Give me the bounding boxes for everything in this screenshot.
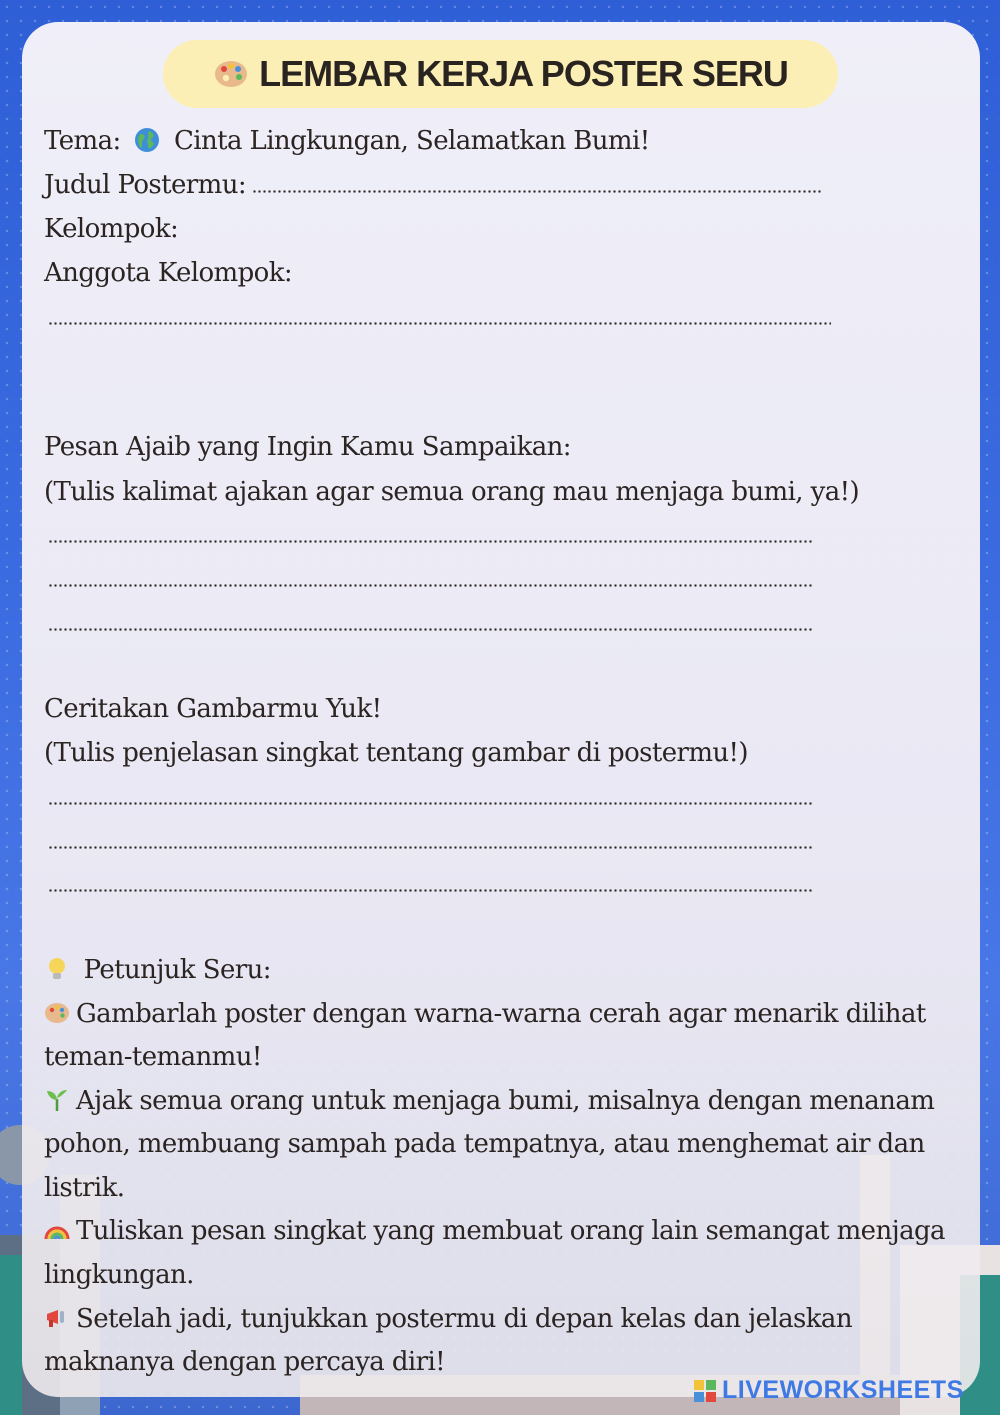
gambar-answer-line-2[interactable]	[48, 846, 812, 849]
petunjuk-item-2-line-1: Ajak semua orang untuk menjaga bumi, misalnya dengan menanam	[76, 1086, 935, 1116]
globe-icon	[134, 127, 160, 153]
petunjuk-item-4-line-2: maknanya dengan percaya diri!	[44, 1347, 446, 1377]
pesan-answer-line-3[interactable]	[48, 628, 812, 631]
pesan-heading: Pesan Ajaib yang Ingin Kamu Sampaikan:	[44, 432, 571, 462]
palette-icon	[213, 56, 249, 92]
petunjuk-item-1	[44, 999, 926, 1029]
liveworksheets-watermark	[694, 1376, 964, 1405]
anggota-label: Anggota Kelompok:	[44, 258, 293, 288]
petunjuk-item-3-line-1: Tuliskan pesan singkat yang membuat orang lain semangat menjaga	[76, 1216, 945, 1246]
petunjuk-item-1-line-1: Gambarlah poster dengan warna-warna cerah agar menarik dilihat	[76, 999, 926, 1029]
page-title: LEMBAR KERJA POSTER SERU	[259, 53, 788, 94]
petunjuk-heading: Petunjuk Seru:	[83, 955, 271, 985]
petunjuk-item-3-line-2: lingkungan.	[44, 1260, 194, 1290]
lightbulb-icon	[44, 956, 70, 982]
petunjuk-item-2-line-3: listrik.	[44, 1173, 125, 1203]
tema-label: Tema:	[44, 126, 121, 156]
judul-answer-line[interactable]	[252, 190, 822, 193]
watermark-text: LIVEWORKSHEETS	[722, 1376, 964, 1404]
gambar-answer-line-3[interactable]	[48, 889, 812, 892]
gambar-heading: Ceritakan Gambarmu Yuk!	[44, 694, 382, 724]
kelompok-label: Kelompok:	[44, 214, 179, 244]
petunjuk-item-1-line-2: teman-temanmu!	[44, 1042, 262, 1072]
petunjuk-heading-line	[44, 955, 271, 985]
tema-value: Cinta Lingkungan, Selamatkan Bumi!	[173, 126, 650, 156]
title-banner	[163, 40, 838, 108]
liveworksheets-logo-icon	[694, 1380, 716, 1402]
judul-label: Judul Postermu:	[44, 170, 246, 200]
gambar-answer-line-1[interactable]	[48, 802, 812, 805]
rainbow-icon	[44, 1217, 70, 1243]
sprout-icon	[44, 1087, 70, 1113]
pesan-answer-line-2[interactable]	[48, 584, 812, 587]
palette-icon	[44, 1000, 70, 1026]
petunjuk-item-2	[44, 1086, 934, 1116]
pesan-answer-line-1[interactable]	[48, 540, 812, 543]
petunjuk-item-3	[44, 1216, 945, 1246]
petunjuk-item-4-line-1: Setelah jadi, tunjukkan postermu di depan kelas dan jelaskan	[76, 1304, 852, 1334]
anggota-answer-line[interactable]	[48, 322, 831, 325]
megaphone-icon	[44, 1305, 70, 1331]
petunjuk-item-4	[44, 1304, 852, 1334]
gambar-instruction: (Tulis penjelasan singkat tentang gambar di postermu!)	[44, 738, 748, 768]
tema-line	[44, 126, 650, 156]
pesan-instruction: (Tulis kalimat ajakan agar semua orang mau menjaga bumi, ya!)	[44, 477, 860, 507]
petunjuk-item-2-line-2: pohon, membuang sampah pada tempatnya, atau menghemat air dan	[44, 1129, 925, 1159]
